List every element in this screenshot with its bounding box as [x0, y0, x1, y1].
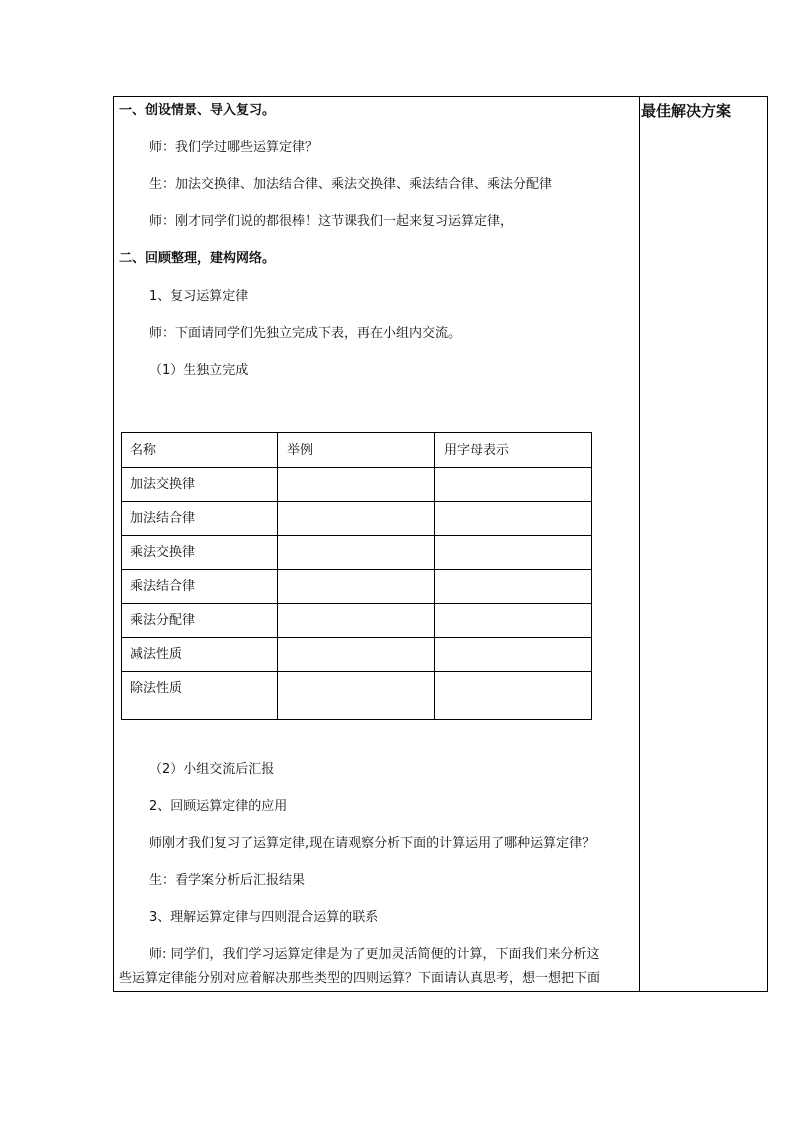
- table-row-label: 乘法分配律: [130, 613, 196, 628]
- paragraph-teacher-observe: 师刚才我们复习了运算定律,现在请观察分析下面的计算运用了哪种运算定律？: [149, 836, 596, 851]
- paragraph-teacher-instruction: 师：下面请同学们先独立完成下表，再在小组内交流。: [149, 326, 462, 341]
- table-row-label: 减法性质: [130, 647, 183, 662]
- table-row-label: 加法结合律: [130, 511, 196, 526]
- table-row-label: 乘法结合律: [130, 579, 196, 594]
- table-row-label: 加法交换律: [130, 477, 196, 492]
- table-row-divider: [122, 467, 591, 468]
- table-row-label: 乘法交换律: [130, 545, 196, 560]
- table-row-divider: [122, 671, 591, 672]
- table-header-name: 名称: [130, 443, 157, 458]
- table-header-example: 举例: [287, 443, 314, 458]
- paragraph-independent-work: （1）生独立完成: [149, 363, 249, 378]
- paragraph-group-report: （2）小组交流后汇报: [149, 762, 275, 777]
- table-row-divider: [122, 501, 591, 502]
- section-heading-2: 二、回顾整理，建构网络。: [119, 251, 276, 266]
- column-divider: [639, 97, 640, 991]
- paragraph-teacher-explain-2: 些运算定律能分别对应着解决那些类型的四则运算？下面请认真思考，想一想把下面: [119, 971, 601, 986]
- table-header-letters: 用字母表示: [444, 443, 510, 458]
- table-row-divider: [122, 603, 591, 604]
- table-row-divider: [122, 535, 591, 536]
- table-row-divider: [122, 637, 591, 638]
- section-heading-1: 一、创设情景、导入复习。: [119, 103, 276, 118]
- paragraph-step-2: 2、回顾运算定律的应用: [149, 799, 288, 814]
- paragraph-step-1: 1、复习运算定律: [149, 289, 249, 304]
- review-table: [121, 432, 592, 720]
- table-row-divider: [122, 569, 591, 570]
- paragraph-step-3: 3、理解运算定律与四则混合运算的联系: [149, 910, 379, 925]
- paragraph-teacher-question: 师：我们学过哪些运算定律？: [149, 140, 319, 155]
- table-row-label: 除法性质: [130, 681, 183, 696]
- side-column-title: 最佳解决方案: [641, 102, 732, 120]
- table-col-divider: [434, 433, 435, 719]
- paragraph-student-report: 生：看学案分析后汇报结果: [149, 873, 306, 888]
- paragraph-teacher-explain-1: 师: 同学们，我们学习运算定律是为了更加灵活简便的计算，下面我们来分析这: [149, 947, 600, 962]
- lesson-plan-frame: [113, 96, 768, 992]
- paragraph-teacher-praise: 师：刚才同学们说的都很棒！这节课我们一起来复习运算定律，: [149, 214, 514, 229]
- paragraph-student-answer: 生：加法交换律、加法结合律、乘法交换律、乘法结合律、乘法分配律: [149, 177, 553, 192]
- table-col-divider: [277, 433, 278, 719]
